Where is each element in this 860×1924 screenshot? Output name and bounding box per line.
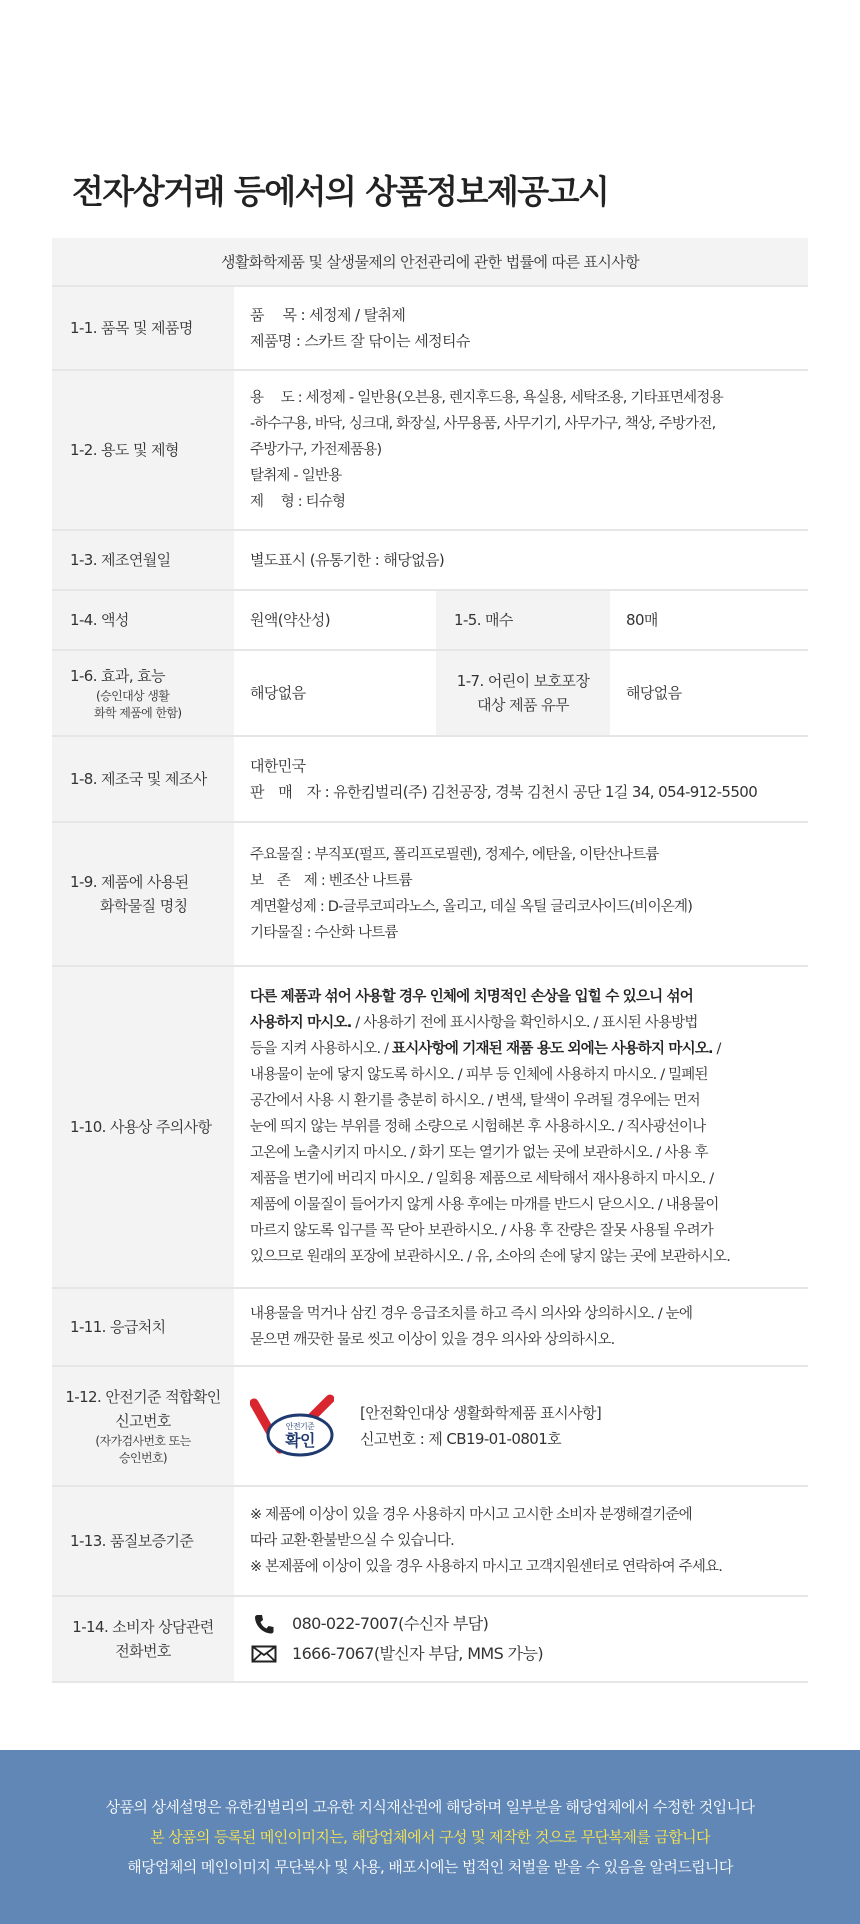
- declaration-info: [360, 1400, 601, 1452]
- value-line: 제 형 : 티슈형: [250, 494, 346, 510]
- row-value: 80매: [610, 590, 808, 650]
- table-row: [52, 1486, 808, 1596]
- row-value: [234, 736, 808, 822]
- row-label: [436, 650, 610, 736]
- row-value: 해당없음: [234, 650, 436, 736]
- row-value: 별도표시 (유통기한 : 해당없음): [234, 530, 808, 590]
- value-line: 기타물질 : 수산화 나트륨: [250, 925, 398, 941]
- value-line: 내용물이 눈에 닿지 않도록 하시오. / 피부 등 인체에 사용하지 마시오. / 밀폐된: [250, 1067, 708, 1083]
- value-line: 용 도 : 세정제 - 일반용(오븐용, 렌지후드용, 욕실용, 세탁조용, 기타표면세정용: [250, 390, 723, 406]
- row-value: 원액(약산성): [234, 590, 436, 650]
- value-line: ※ 본제품에 이상이 있을 경우 사용하지 마시고 고객지원센터로 연락하여 주세요.: [250, 1559, 723, 1575]
- label-line: 1-14. 소비자 상담관련: [72, 1618, 214, 1636]
- row-label: 1-3. 제조연월일: [52, 530, 234, 590]
- value-line: 공간에서 사용 시 환기를 충분히 하시오. / 변색, 탈색이 우려될 경우에는 먼저: [250, 1093, 700, 1109]
- value-line: 판 매 자 : 유한킴벌리(주) 김천공장, 경북 김천시 공단 1길 34, 054-912-5500: [250, 783, 758, 801]
- row-label: 1-13. 품질보증기준: [52, 1486, 234, 1596]
- value-text: 등을 지켜 사용하시오. /: [250, 1041, 392, 1057]
- table-row: [52, 1366, 808, 1486]
- row-label: [52, 650, 234, 736]
- label-sub: (승인대상 생활: [96, 689, 170, 703]
- row-value: [234, 822, 808, 966]
- label-sub: 화학 제품에 한함): [94, 706, 182, 720]
- table-row: [52, 1288, 808, 1366]
- row-value: 해당없음: [610, 650, 808, 736]
- mark-big-text: 확인: [285, 1431, 315, 1450]
- table-header-row: [52, 238, 808, 286]
- mms-note: (발신자 부담, MMS 가능): [373, 1644, 543, 1663]
- table-header: 생활화학제품 및 살생물제의 안전관리에 관한 법률에 따른 표시사항: [52, 238, 808, 286]
- value-line: 주요물질 : 부직포(펄프, 폴리프로필렌), 정제수, 에탄올, 이탄산나트륨: [250, 847, 659, 863]
- row-label: 1-10. 사용상 주의사항: [52, 966, 234, 1288]
- row-label: [52, 1366, 234, 1486]
- warning-bold-line: 다른 제품과 섞어 사용할 경우 인체에 치명적인 손상을 입힐 수 있으니 섞어: [250, 989, 693, 1005]
- row-value: [234, 1366, 808, 1486]
- value-line: 제품명 : 스카트 잘 닦이는 세정티슈: [250, 332, 470, 350]
- warning-bold-text: 사용하지 마시오.: [250, 1015, 352, 1031]
- value-line: ※ 제품에 이상이 있을 경우 사용하지 마시고 고시한 소비자 분쟁해결기준에: [250, 1507, 692, 1523]
- phone-note: (수신자 부담): [398, 1614, 489, 1633]
- notice-line-3: 해당업체의 메인이미지 무단복사 및 사용, 배포시에는 법적인 처벌을 받을 수 있음을 알려드립니다: [127, 1858, 733, 1876]
- phone-contact: [250, 1609, 792, 1639]
- value-line: 있으므로 원래의 포장에 보관하시오. / 유, 소아의 손에 닿지 않는 곳에 보관하시오.: [250, 1249, 731, 1265]
- label-line: 1-9. 제품에 사용된: [70, 873, 189, 891]
- label-line: 신고번호: [115, 1412, 171, 1430]
- value-text: / 사용하기 전에 표시사항을 확인하시오. / 표시된 사용방법: [351, 1015, 698, 1031]
- row-label: 1-5. 매수: [436, 590, 610, 650]
- row-value: [234, 1288, 808, 1366]
- label-line: 1-7. 어린이 보호포장: [456, 672, 590, 690]
- row-label: [52, 822, 234, 966]
- table-row: [52, 822, 808, 966]
- table-row: [52, 590, 808, 650]
- value-line: 주방가구, 가전제품용): [250, 442, 382, 458]
- mms-number[interactable]: 1666-7067: [292, 1644, 374, 1663]
- notice-line-1: 상품의 상세설명은 유한킴벌리의 고유한 지식재산권에 해당하며 일부분을 해당업체에서 수정한 것입니다: [105, 1798, 755, 1816]
- value-text: /: [712, 1041, 721, 1057]
- warning-bold-text: 표시사항에 기재된 재품 용도 외에는 사용하지 마시오.: [392, 1041, 713, 1057]
- label-line: 1-6. 효과, 효능: [70, 667, 165, 685]
- safety-check-mark-icon: [250, 1393, 334, 1459]
- label-line: 전화번호: [115, 1642, 171, 1660]
- product-info-table: [52, 238, 808, 1683]
- value-line: 눈에 띄지 않는 부위를 정해 소량으로 시험해본 후 사용하시오. / 직사광선이나: [250, 1119, 706, 1135]
- declaration-number: 신고번호 : 제 CB19-01-0801호: [360, 1430, 562, 1448]
- value-line: 마르지 않도록 입구를 꼭 닫아 보관하시오. / 사용 후 잔량은 잘못 사용될 우려가: [250, 1223, 714, 1239]
- mail-icon: [250, 1643, 278, 1665]
- value-line: 탈취제 - 일반용: [250, 468, 342, 484]
- value-line: 묻으면 깨끗한 물로 씻고 이상이 있을 경우 의사와 상의하시오.: [250, 1332, 615, 1348]
- row-label: [52, 1596, 234, 1682]
- table-row: [52, 530, 808, 590]
- value-line: 대한민국: [250, 757, 306, 775]
- table-row: [52, 1596, 808, 1682]
- row-label: 1-11. 응급처치: [52, 1288, 234, 1366]
- row-value: [234, 286, 808, 370]
- value-line: -하수구용, 바닥, 싱크대, 화장실, 사무용품, 사무기기, 사무가구, 책상, 주방가전,: [250, 416, 716, 432]
- value-line: 따라 교환·환불받으실 수 있습니다.: [250, 1533, 454, 1549]
- row-label: 1-4. 액성: [52, 590, 234, 650]
- table-row: [52, 966, 808, 1288]
- table-row: [52, 650, 808, 736]
- label-sub: 승인번호): [118, 1451, 168, 1465]
- row-label: 1-8. 제조국 및 제조사: [52, 736, 234, 822]
- value-line: 내용물을 먹거나 삼킨 경우 응급조치를 하고 즉시 의사와 상의하시오. / 눈에: [250, 1306, 693, 1322]
- label-line: 1-12. 안전기준 적합확인: [65, 1388, 221, 1406]
- declaration-title: [안전확인대상 생활화학제품 표시사항]: [360, 1404, 602, 1422]
- phone-icon: [250, 1613, 278, 1635]
- mark-small-text: 안전기준: [285, 1422, 315, 1431]
- table-row: [52, 370, 808, 530]
- value-line: 계면활성제 : D-글루코피라노스, 올리고, 데실 옥틸 글리코사이드(비이온계): [250, 899, 693, 915]
- row-value: [234, 1596, 808, 1682]
- table-row: [52, 286, 808, 370]
- value-line: 제품을 변기에 버리지 마시오. / 일회용 제품으로 세탁해서 재사용하지 마시오. /: [250, 1171, 714, 1187]
- table-row: [52, 736, 808, 822]
- value-line: 제품에 이물질이 들어가지 않게 사용 후에는 마개를 반드시 닫으시오. / 내용물이: [250, 1197, 719, 1213]
- label-line: 대상 제품 유무: [477, 696, 569, 714]
- row-label: 1-1. 품목 및 제품명: [52, 286, 234, 370]
- row-value: [234, 1486, 808, 1596]
- notice-line-2: 본 상품의 등록된 메인이미지는, 해당업체에서 구성 및 제작한 것으로 무단복제를 금합니다: [150, 1828, 710, 1846]
- page-title: 전자상거래 등에서의 상품정보제공고시: [72, 172, 609, 211]
- value-line: 고온에 노출시키지 마시오. / 화기 또는 열기가 없는 곳에 보관하시오. / 사용 후: [250, 1145, 708, 1161]
- row-label: 1-2. 용도 및 제형: [52, 370, 234, 530]
- value-line: 품 목 : 세정제 / 탈취제: [250, 306, 406, 324]
- label-sub: (자가검사번호 또는: [95, 1434, 191, 1448]
- mms-contact: [250, 1639, 792, 1669]
- copyright-notice-banner: [0, 1750, 860, 1924]
- phone-number[interactable]: 080-022-7007: [292, 1614, 399, 1633]
- row-value: [234, 966, 808, 1288]
- row-value: [234, 370, 808, 530]
- value-line: 보 존 제 : 벤조산 나트륨: [250, 873, 412, 889]
- label-line: 화학물질 명칭: [100, 897, 188, 915]
